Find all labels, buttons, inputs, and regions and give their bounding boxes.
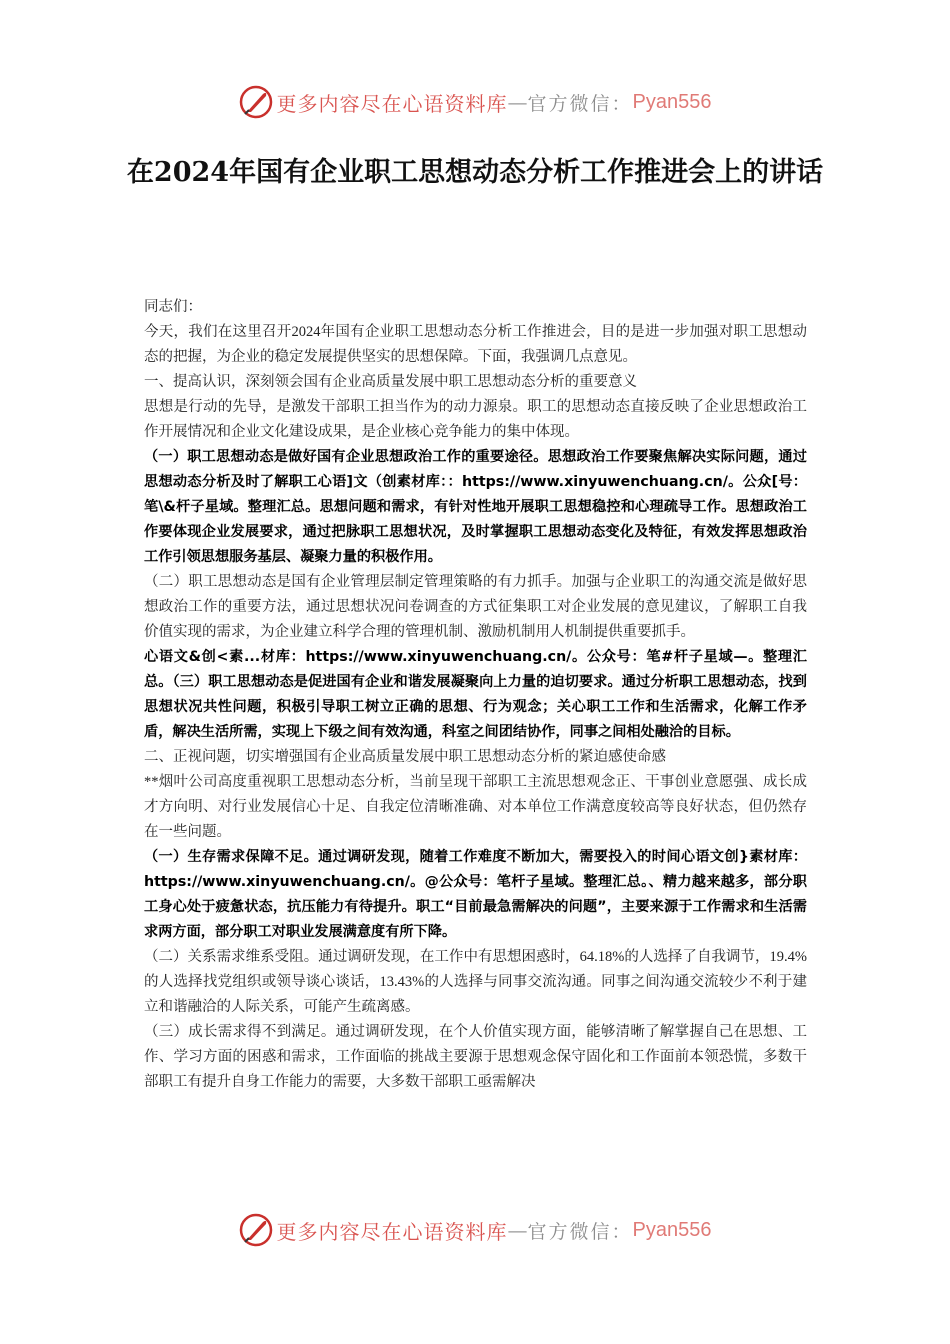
salutation: 同志们： (144, 299, 202, 315)
bold-paragraph: （一）职工思想动态是做好国有企业思想政治工作的重要途径。思想政治工作要聚焦解决实际问题，通过思想动态分析及时了解职工心语]文（创素材库：：https://www.xinyuwenchuang.cn/。公众[号：笔\&杆子星域。整理汇总。思想问题和需求，有针对性地开展职工思想稳控和心理疏导工作。思想政治工作要体现企业发展要求，通过把脉职工思想状况，及时掌握职工思想动态变化及特征，有效发挥思想政治工作引领思想服务基层、凝聚力量的积极作用。 (144, 449, 807, 565)
banner-separator: — (507, 1218, 528, 1242)
bold-paragraph: 心语文&创<素...材库：https://www.xinyuwenchuang.cn/。公众号：笔#杆子星域—。整理汇总。（三）职工思想动态是促进国有企业和谐发展凝聚向上力量的迫切要求。通过分析职工思想动态，找到思想状况共性问题，积极引导职工树立正确的思想、行为观念；关心职工工作和生活需求，化解工作矛盾，解决生活所需，实现上下级之间有效沟通，科室之间团结协作，同事之间相处融洽的目标。 (144, 649, 807, 740)
section-heading-2: 二、正视问题，切实增强国有企业高质量发展中职工思想动态分析的紧迫感使命感 (144, 749, 666, 765)
paragraph: （二）关系需求维系受阻。通过调研发现，在工作中有思想困惑时，64.18%的人选择了自我调节，19.4%的人选择找党组织或领导谈心谈话，13.43%的人选择与同事交流沟通。同事之间沟通交流较少不利于建立和谐融洽的人际关系，可能产生疏离感。 (144, 949, 807, 1015)
paragraph: （三）成长需求得不到满足。通过调研发现，在个人价值实现方面，能够清晰了解掌握自己在思想、工作、学习方面的困惑和需求，工作面临的挑战主要源于思想观念保守固化和工作面前本领恐慌，多数干部职工有提升自身工作能力的需要，大多数干部职工亟需解决 (144, 1024, 807, 1090)
banner-label: 官方微信： (527, 1220, 633, 1243)
banner-text: 更多内容尽在心语资料库 (276, 91, 508, 116)
banner-text: 更多内容尽在心语资料库 (276, 1219, 508, 1244)
paragraph: **烟叶公司高度重视职工思想动态分析，当前呈现干部职工主流思想观念正、干事创业意愿强、成长成才方向明、对行业发展信心十足、自我定位清晰准确、对本单位工作满意度较高等良好状态，但仍然存在一些问题。 (144, 774, 807, 840)
paragraph: （二）职工思想动态是国有企业管理层制定管理策略的有力抓手。加强与企业职工的沟通交流是做好思想政治工作的重要方法，通过思想状况问卷调查的方式征集职工对企业发展的意见建议，了解职工自我价值实现的需求，为企业建立科学合理的管理机制、激励机制用人机制提供重要抓手。 (144, 574, 807, 640)
quill-pen-logo-icon (239, 85, 273, 119)
bold-paragraph: （一）生存需求保障不足。通过调研发现，随着工作难度不断加大，需要投入的时间心语文创}素材库：https://www.xinyuwenchuang.cn/。@公众号：笔杆子星域。整理汇总。、精力越来越多，部分职工身心处于疲惫状态，抗压能力有待提升。职工“目前最急需解决的问题”，主要来源于工作需求和生活需求两方面，部分职工对职业发展满意度有所下降。 (144, 849, 807, 940)
section-heading-1: 一、提高认识，深刻领会国有企业高质量发展中职工思想动态分析的重要意义 (144, 374, 637, 390)
banner-wechat-id: Pyan556 (632, 1218, 712, 1241)
document-body (144, 295, 807, 1095)
quill-pen-logo-icon (239, 1213, 273, 1247)
paragraph: 思想是行动的先导，是激发干部职工担当作为的动力源泉。职工的思想动态直接反映了企业思想政治工作开展情况和企业文化建设成果，是企业核心竞争能力的集中体现。 (144, 399, 807, 440)
banner-label: 官方微信： (527, 92, 633, 115)
intro-paragraph: 今天，我们在这里召开2024年国有企业职工思想动态分析工作推进会，目的是进一步加强对职工思想动态的把握，为企业的稳定发展提供坚实的思想保障。下面，我强调几点意见。 (144, 324, 807, 365)
footer-banner (0, 1210, 950, 1250)
header-banner (0, 82, 950, 122)
banner-wechat-id: Pyan556 (632, 90, 712, 113)
document-title: 在2024年国有企业职工思想动态分析工作推进会上的讲话 (126, 157, 824, 188)
banner-separator: — (507, 90, 528, 114)
